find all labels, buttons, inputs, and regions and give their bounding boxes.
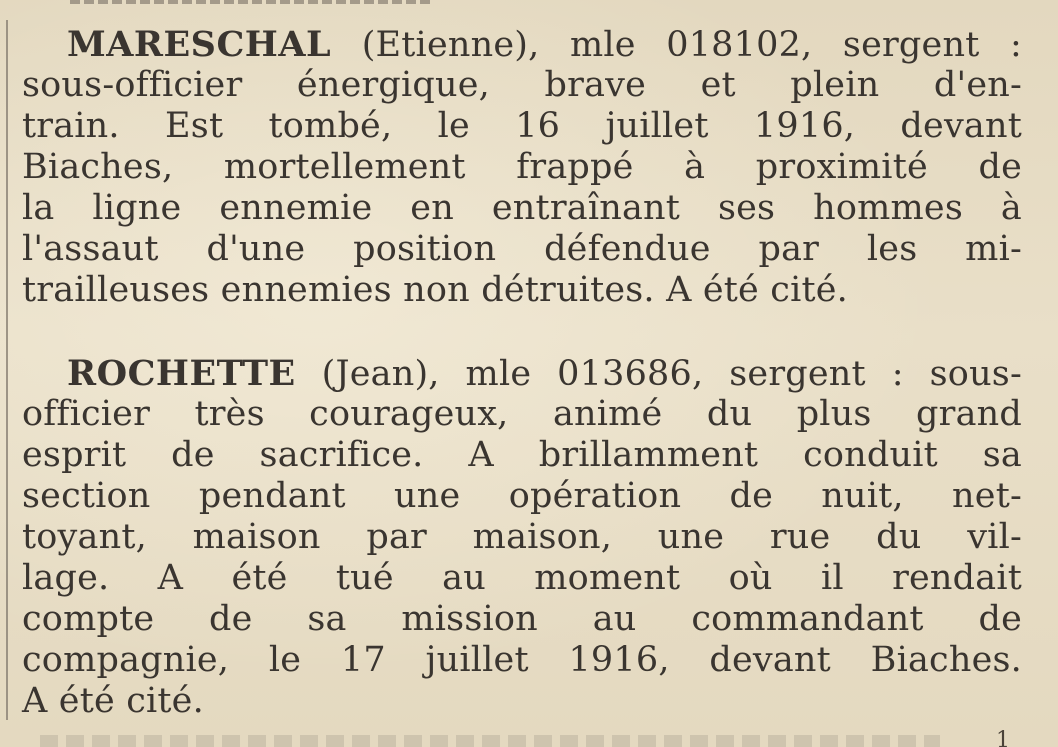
entry-line: A été cité. bbox=[22, 681, 204, 721]
entry-line: ROCHETTE (Jean), mle 013686, sergent : sous- bbox=[67, 353, 1022, 394]
soldier-name: MARESCHAL bbox=[67, 24, 332, 65]
soldier-name: ROCHETTE bbox=[67, 353, 296, 394]
cut-off-previous-line bbox=[70, 0, 430, 4]
entry-line: Biaches, mortellement frappé à proximité de bbox=[22, 147, 1022, 187]
entry-line: sous-officier énergique, brave et plein d'en- bbox=[22, 65, 1022, 105]
entry-line: compte de sa mission au commandant de bbox=[22, 599, 1022, 639]
entry-line: l'assaut d'une position défendue par les mi- bbox=[22, 229, 1022, 269]
cut-off-next-line bbox=[40, 735, 940, 747]
entry-line: train. Est tombé, le 16 juillet 1916, devant bbox=[22, 106, 1022, 146]
entry-line: trailleuses ennemies non détruites. A été cité. bbox=[22, 270, 848, 310]
entry-line: compagnie, le 17 juillet 1916, devant Biaches. bbox=[22, 640, 1022, 680]
entry-line: toyant, maison par maison, une rue du vil- bbox=[22, 517, 1022, 557]
citation-entry-mareschal bbox=[22, 24, 1022, 311]
entry-line: officier très courageux, animé du plus grand bbox=[22, 394, 1022, 434]
citation-entry-rochette bbox=[22, 353, 1022, 722]
column-rule bbox=[6, 20, 8, 720]
entry-line: lage. A été tué au moment où il rendait bbox=[22, 558, 1022, 598]
entry-line: la ligne ennemie en entraînant ses hommes à bbox=[22, 188, 1022, 228]
entry-line: MARESCHAL (Etienne), mle 018102, sergent : bbox=[67, 24, 1022, 65]
entry-line: esprit de sacrifice. A brillamment conduit sa bbox=[22, 435, 1022, 475]
entry-line: section pendant une opération de nuit, net- bbox=[22, 476, 1022, 516]
page-number: 1 bbox=[996, 728, 1011, 747]
